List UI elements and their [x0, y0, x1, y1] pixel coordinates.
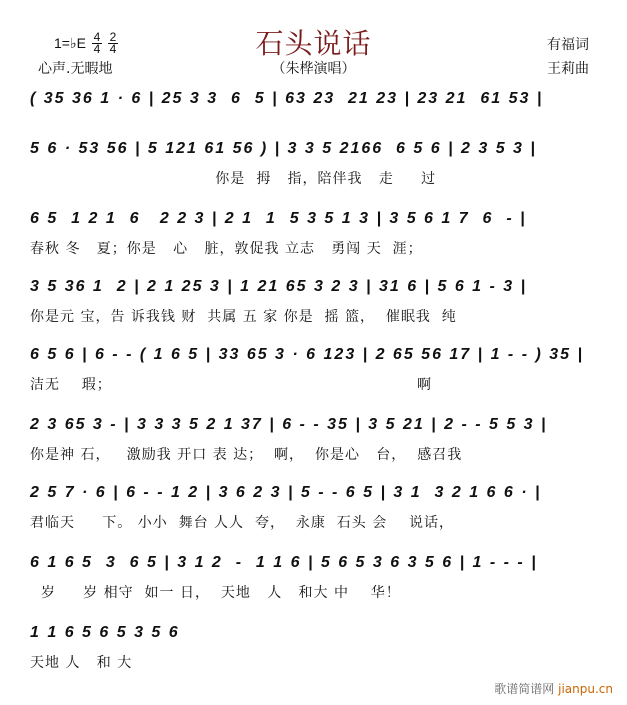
time-signature-2: $\frac{2}{4}$ [109, 30, 117, 56]
lyrics: 天地 人 和 大 [30, 655, 133, 671]
notes: 6 1 6 5 3 6 5 | 3 1 2 - 1 1 6 | 5 6 5 3 6 3 5 6 | 1 - - - | [30, 554, 538, 571]
score-line-6 [30, 416, 590, 464]
score-line-7 [30, 484, 590, 532]
score-line-4 [30, 278, 590, 326]
composer: 王莉曲 [547, 61, 589, 77]
score-line-8 [30, 554, 590, 602]
key-signature [54, 32, 118, 55]
key-label: 1=♭E [54, 35, 86, 51]
lyrics: 你是神 石， 激励我 开口 表 达； 啊， 你是心 台， 感召我 [30, 447, 463, 463]
notes: 3 5 36 1 2 | 2 1 25 3 | 1 21 65 3 2 3 | 31 6 | 5 6 1 - 3 | [30, 278, 528, 295]
notes: 6 5 6 | 6 - - ( 1 6 5 | 33 65 3 · 6 123 | 2 65 56 17 | 1 - - ) 35 | [30, 346, 584, 363]
score-line-9 [30, 624, 590, 672]
time-signature-1: $\frac{4}{4}$ [93, 30, 101, 56]
lyrics: 你是 拇 指，陪伴我 走 过 [30, 171, 437, 187]
score-line-5 [30, 346, 590, 394]
notes: ( 35 36 1 · 6 | 25 3 3 6 5 | 63 23 21 23 | 23 21 61 53 | [30, 90, 544, 107]
lyricist: 有福词 [547, 37, 589, 53]
song-title: 石头说话 [255, 27, 372, 60]
watermark: 歌谱简谱网 jianpu.cn [494, 682, 613, 696]
lyrics: 洁无 瑕； 啊 [30, 377, 433, 393]
score-line-3 [30, 210, 590, 258]
tempo-mood: 心声.无暇地 [38, 61, 113, 77]
score-line-2 [30, 140, 590, 188]
performer-subtitle: （朱桦演唱） [271, 61, 356, 77]
lyrics: 君临天 下。 小小 舞台 人人 夸， 永康 石头 会 说话， [30, 515, 455, 531]
notes: 1 1 6 5 6 5 3 5 6 [30, 624, 180, 641]
score-line-1 [30, 90, 590, 118]
lyrics: 你是元 宝，告 诉我钱 财 共属 五 家 你是 摇 篮， 催眠我 纯 [30, 309, 457, 325]
notes: 5 6 · 53 56 | 5 121 61 56 ) | 3 3 5 2166 6 5 6 | 2 3 5 3 | [30, 140, 537, 157]
notes: 6 5 1 2 1 6 2 2 3 | 2 1 1 5 3 5 1 3 | 3 5 6 1 7 6 - | [30, 210, 527, 227]
notes: 2 3 65 3 - | 3 3 3 5 2 1 37 | 6 - - 35 | 3 5 21 | 2 - - 5 5 3 | [30, 416, 548, 433]
lyrics: 春秋 冬 夏；你是 心 脏，敦促我 立志 勇闯 天 涯； [30, 241, 423, 257]
notes: 2 5 7 · 6 | 6 - - 1 2 | 3 6 2 3 | 5 - - 6 5 | 3 1 3 2 1 6 6 · | [30, 484, 542, 501]
lyrics: 岁 岁 相守 如一 日， 天地 人 和大 中 华！ [30, 585, 401, 601]
